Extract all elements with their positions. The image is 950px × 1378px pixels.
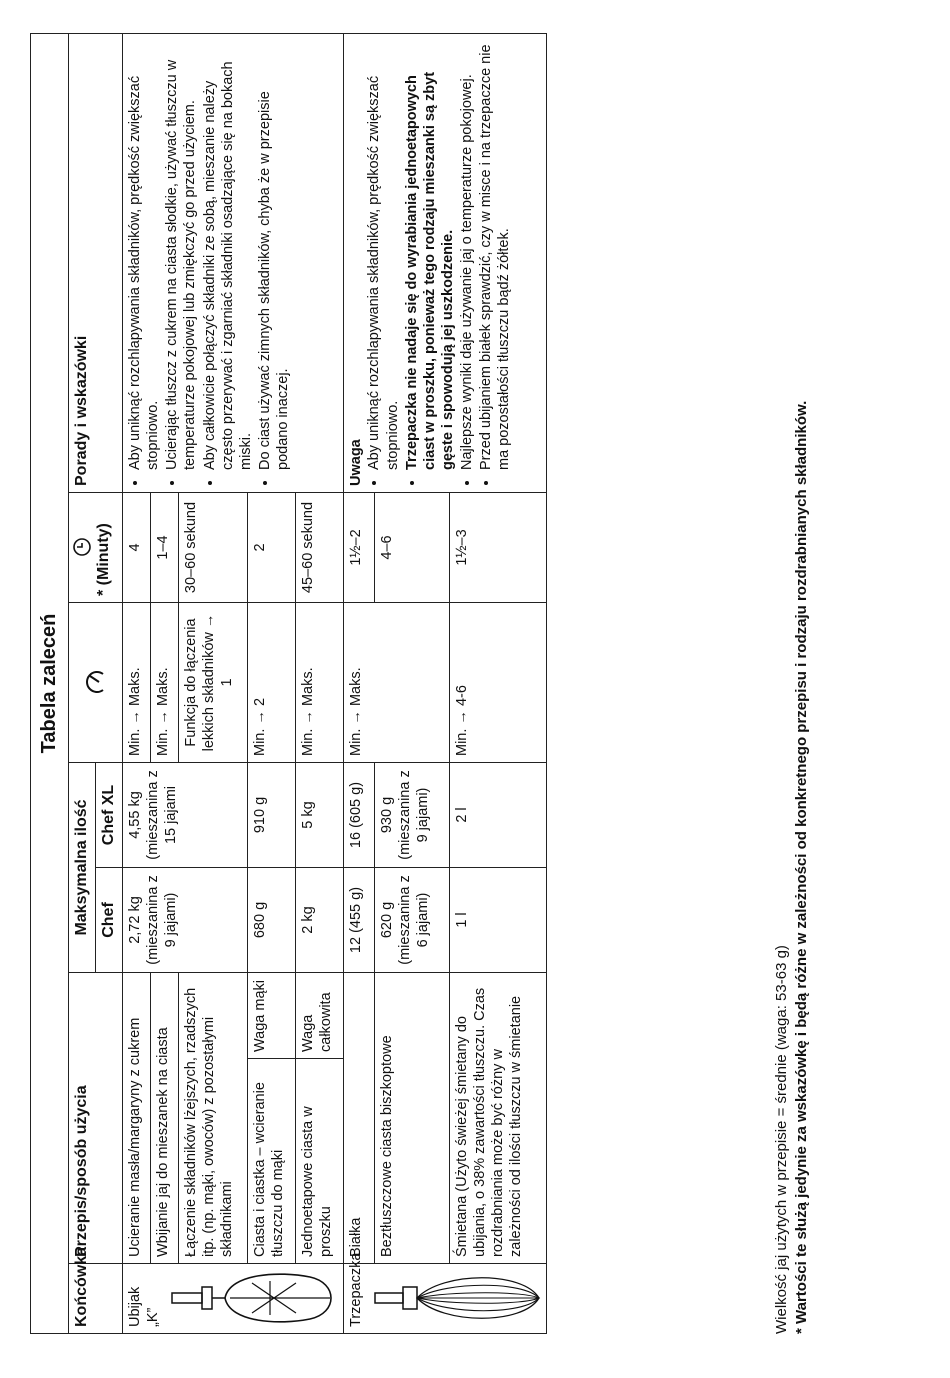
- tip-item: • Do ciast używać zimnych składników, chyba że w przepisie podano inaczej.: [256, 40, 292, 470]
- whisk-icon: [373, 1269, 543, 1327]
- chef-qty-cell: 1 l: [450, 868, 547, 973]
- chef-qty-cell: 680 g: [247, 868, 295, 973]
- tip-item: • Przed ubijaniem białek sprawdzić, czy w misce i na trzepaczce nie ma pozostałości tłuszczu bądź żółtek.: [477, 40, 513, 470]
- header-chef-xl: Chef XL: [96, 763, 123, 868]
- chef-xl-qty-cell: 930 g (mieszanina z 9 jajami): [374, 763, 449, 868]
- measure-cell: Waga całkowita: [295, 973, 343, 1059]
- header-recipe: Przepis/sposób użycia: [69, 973, 123, 1264]
- whisk-tips-list: [365, 40, 513, 486]
- time-cell: 30–60 sekund: [179, 493, 248, 603]
- k-beater-cell: [123, 1264, 344, 1334]
- speed-cell: Min. → Maks.: [151, 603, 179, 763]
- recommendation-table: [30, 33, 547, 1334]
- header-attachment: Końcówka: [69, 1264, 123, 1334]
- header-tips: Porady i wskazówki: [69, 33, 123, 492]
- k-beater-tips-list: [126, 40, 292, 486]
- speed-cell: Min. → Maks.: [344, 603, 450, 763]
- chef-qty-cell: 12 (455 g): [344, 868, 375, 973]
- table-title: Tabela zaleceń: [31, 33, 69, 1333]
- time-cell: 1½–3: [450, 493, 547, 603]
- table-row: [344, 33, 375, 1333]
- time-cell: 4: [123, 493, 151, 603]
- recipe-cell: Ciasta i ciastka – wcieranie tłuszczu do mąki: [247, 1059, 295, 1264]
- time-cell: 45–60 sekund: [295, 493, 343, 603]
- header-time: [69, 493, 123, 603]
- header-speed: [69, 603, 123, 763]
- egg-size-note: Wielkość jaj użytych w przepisie = średnie (waga: 53-63 g): [773, 945, 790, 1334]
- time-cell: 4–6: [374, 493, 449, 603]
- measure-cell: Waga mąki: [247, 973, 295, 1059]
- k-beater-tips-cell: [123, 33, 344, 492]
- recipe-cell: Ucieranie masła/margaryny z cukrem: [123, 973, 151, 1264]
- recipe-cell: Śmietana (Użyto świeżej śmietany do ubijania, o 38% zawartości tłuszczu. Czas rozdrabniania może być różny w zależności od ilości tłuszczu w śmietanie: [450, 973, 547, 1264]
- whisk-label: Trzepaczka: [348, 1252, 365, 1327]
- chef-qty-cell: 2 kg: [295, 868, 343, 973]
- chef-xl-qty-cell: 16 (605 g): [344, 763, 375, 868]
- whisk-tips-heading: Uwaga: [348, 439, 365, 486]
- time-cell: 2: [247, 493, 295, 603]
- table-row: [123, 33, 151, 1333]
- tip-item: • Aby uniknąć rozchlapywania składników, prędkość zwiększać stopniowo.: [365, 40, 401, 470]
- tip-item: • Ucierając tłuszcz z cukrem na ciasta słodkie, używać tłuszczu w temperaturze pokojowej lub zmiękczyć go przed użyciem.: [163, 40, 199, 470]
- recipe-cell: Łączenie składników lżejszych, rzadszych itp. (np. mąki, owoców) z pozostałymi składnikami: [179, 973, 248, 1264]
- speed-dial-icon: [83, 670, 109, 696]
- recipe-cell: Białka: [344, 973, 375, 1264]
- header-max-qty: Maksymalna ilość: [69, 763, 96, 973]
- recipe-cell: Beztłuszczowe ciasta biszkoptowe: [374, 973, 449, 1264]
- tip-item: • Aby całkowicie połączyć składniki ze sobą, mieszanie należy często przerywać i zgarniać składniki osadzające się na bokach miski.: [201, 40, 255, 470]
- k-beater-icon: [170, 1269, 340, 1327]
- chef-qty-cell: 2,72 kg (mieszanina z 9 jajami): [123, 868, 248, 973]
- k-beater-label: Ubijak „K”: [127, 1286, 162, 1327]
- footnotes: [772, 401, 811, 1334]
- disclaimer-note: * Wartości te służą jedynie za wskazówkę i będą różne w zależności od konkretnego przepisu i rodzaju rozdrabnianych składników.: [792, 400, 810, 1334]
- speed-cell: Min. → Maks.: [295, 603, 343, 763]
- chef-qty-cell: 620 g (mieszanina z 6 jajami): [374, 868, 449, 973]
- time-cell: 1–4: [151, 493, 179, 603]
- tip-item: • Trzepaczka nie nadaje się do wyrabiania jednoetapowych ciast w proszku, ponieważ tego rodzaju mieszanki są zbyt gęste i spowodują jej uszkodzenie.: [403, 40, 457, 470]
- speed-cell: Min. → 4-6: [450, 603, 547, 763]
- chef-xl-qty-cell: 4,55 kg (mieszanina z 15 jajami: [123, 763, 248, 868]
- whisk-tips-cell: [344, 33, 547, 492]
- clock-icon: [72, 538, 92, 558]
- recipe-cell: Wbijanie jaj do mieszanek na ciasta: [151, 973, 179, 1264]
- time-unit-label: * (Minuty): [95, 523, 112, 596]
- speed-cell: Funkcja do łączenia lekkich składników → 1: [179, 603, 248, 763]
- time-cell: 1½–2: [344, 493, 375, 603]
- speed-cell: Min. → 2: [247, 603, 295, 763]
- tip-item: • Aby uniknąć rozchlapywania składników, prędkość zwiększać stopniowo.: [126, 40, 162, 470]
- whisk-cell: [344, 1252, 547, 1334]
- header-chef: Chef: [96, 868, 123, 973]
- speed-cell: Min. → Maks.: [123, 603, 151, 763]
- chef-xl-qty-cell: 5 kg: [295, 763, 343, 868]
- chef-xl-qty-cell: 910 g: [247, 763, 295, 868]
- chef-xl-qty-cell: 2 l: [450, 763, 547, 868]
- tip-item: • Najlepsze wyniki daje używanie jaj o temperaturze pokojowej.: [458, 40, 476, 470]
- recipe-cell: Jednoetapowe ciasta w proszku: [295, 1059, 343, 1264]
